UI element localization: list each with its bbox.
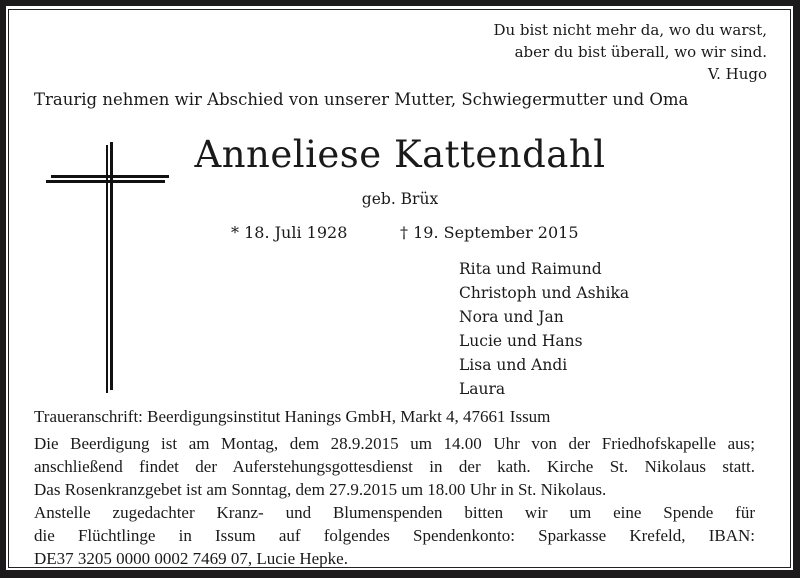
family-member: Nora und Jan — [459, 308, 564, 326]
family-member: Rita und Raimund — [459, 260, 602, 278]
detail-line: anschließend findet der Auferstehungsgottesdienst in der kath. Kirche St. Nikolaus statt. — [34, 457, 755, 476]
birth-name: geb. Brüx — [361, 190, 439, 208]
detail-line: Anstelle zugedachter Kranz- und Blumenspenden bitten wir um eine Spende für — [34, 503, 755, 522]
family-member: Lucie und Hans — [459, 332, 583, 350]
quote-line: aber du bist überall, wo wir sind. — [514, 43, 767, 61]
detail-line: Die Beerdigung ist am Montag, dem 28.9.2015 um 14.00 Uhr von der Friedhofskapelle aus; — [34, 434, 755, 453]
family-member: Laura — [459, 380, 506, 398]
quote-author: V. Hugo — [707, 65, 767, 83]
detail-line: Das Rosenkranzgebet ist am Sonntag, dem 27.9.2015 um 18.00 Uhr in St. Nikolaus. — [34, 480, 607, 499]
detail-line: DE37 3205 0000 0002 7469 07, Lucie Hepke. — [34, 549, 348, 568]
deceased-name: Anneliese Kattendahl — [194, 133, 606, 176]
intro-text: Traurig nehmen wir Abschied von unserer Mutter, Schwiegermutter und Oma — [34, 90, 689, 109]
death-date: † 19. September 2015 — [400, 223, 579, 242]
detail-line: die Flüchtlinge in Issum auf folgendes Spendenkonto: Sparkasse Krefeld, IBAN: — [34, 526, 755, 545]
quote-line: Du bist nicht mehr da, wo du warst, — [493, 21, 767, 39]
birth-date: * 18. Juli 1928 — [231, 223, 348, 242]
family-member: Christoph und Ashika — [459, 284, 630, 302]
mourning-address: Traueranschrift: Beerdigungsinstitut Hanings GmbH, Markt 4, 47661 Issum — [34, 407, 551, 426]
family-member: Lisa und Andi — [459, 356, 568, 374]
